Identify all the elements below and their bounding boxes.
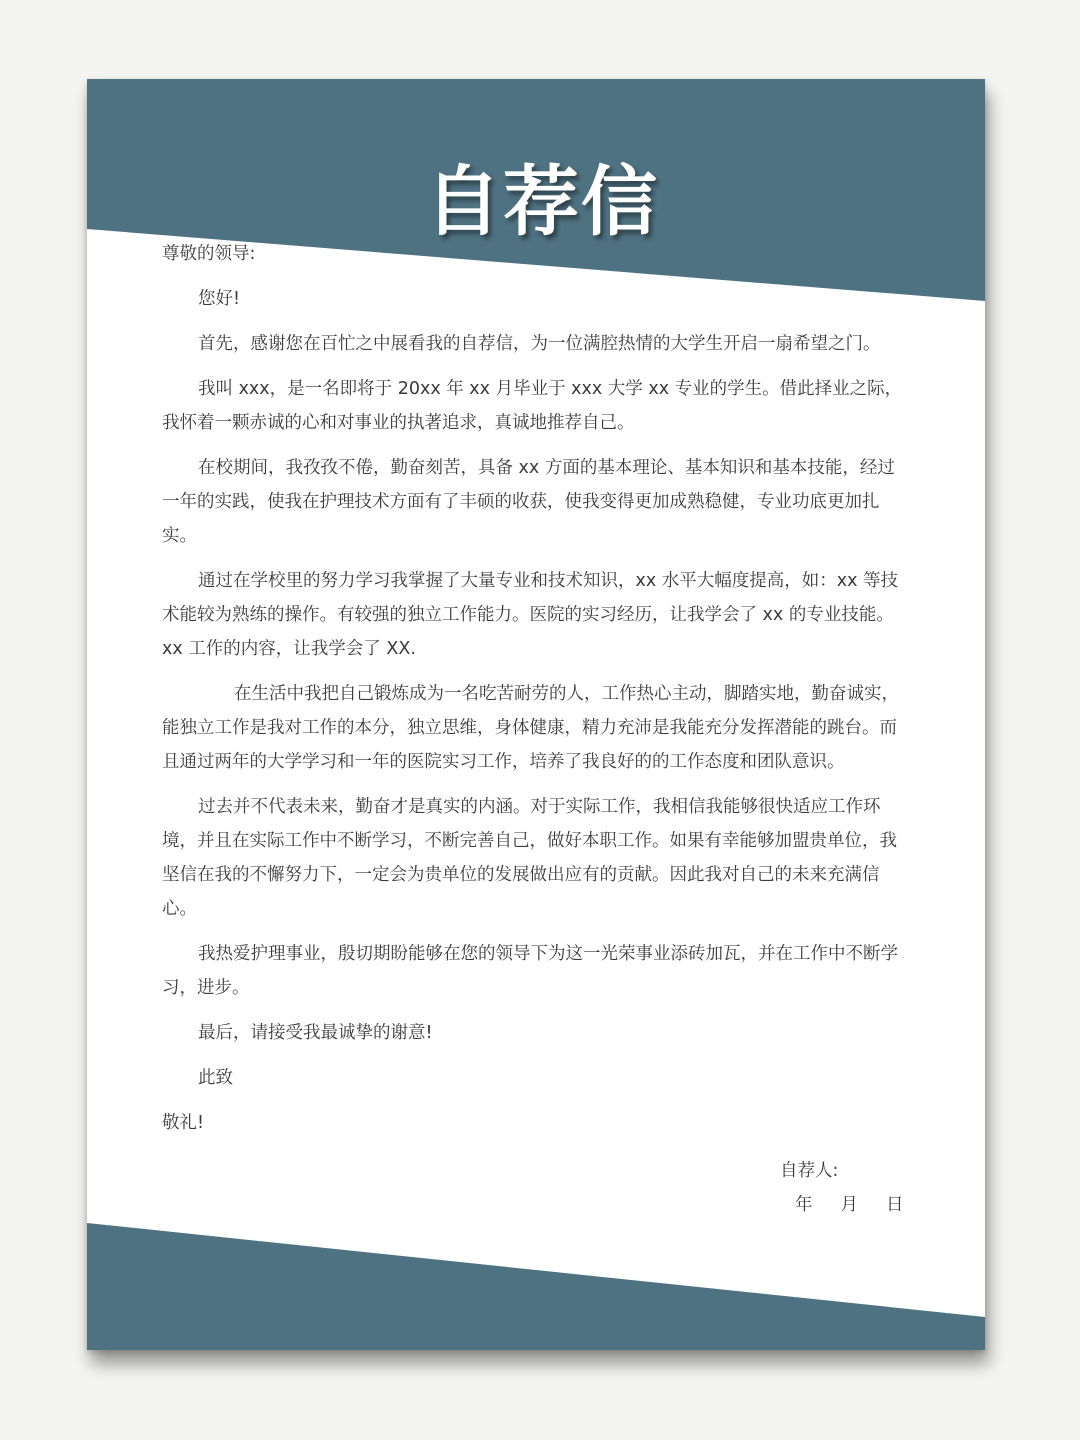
regards: 敬礼! [162, 1113, 205, 1133]
date-month: 月 [840, 1195, 858, 1215]
signature-label: 自荐人: [780, 1161, 839, 1181]
paragraph-4: 通过在学校里的努力学习我掌握了大量专业和技术知识，xx 水平大幅度提高，如：xx 等技术能较为熟练的操作。有较强的独立工作能力。医院的实习经历，让我学会了 xx 的专业技能。xx 工作的内容，让我学会了 XX. [162, 571, 899, 659]
date-day: 日 [886, 1195, 904, 1215]
paragraph-5: 在生活中我把自己锻炼成为一名吃苦耐劳的人，工作热心主动，脚踏实地，勤奋诚实，能独立工作是我对工作的本分，独立思维，身体健康，精力充沛是我能充分发挥潜能的跳台。而且通过两年的大学学习和一年的医院实习工作，培养了我良好的的工作态度和团队意识。 [162, 684, 899, 772]
signature-date [795, 1191, 904, 1216]
paragraph-8: 最后，请接受我最诚挚的谢意! [198, 1023, 433, 1043]
page-title: 自荐信 [425, 157, 659, 246]
bottom-band [87, 1223, 985, 1350]
paragraph-2: 我叫 xxx，是一名即将于 20xx 年 xx 月毕业于 xxx 大学 xx 专业的学生。借此择业之际，我怀着一颗赤诚的心和对事业的执著追求，真诚地推荐自己。 [162, 379, 903, 433]
letter-page [87, 79, 985, 1350]
salutation: 尊敬的领导: [162, 244, 256, 264]
date-year: 年 [795, 1195, 813, 1215]
paragraph-7: 我热爱护理事业，殷切期盼能够在您的领导下为这一光荣事业添砖加瓦，并在工作中不断学习，进步。 [162, 944, 898, 998]
greeting: 您好! [198, 289, 241, 309]
paragraph-6: 过去并不代表未来，勤奋才是真实的内涵。对于实际工作，我相信我能够很快适应工作环境，并且在实际工作中不断学习，不断完善自己，做好本职工作。如果有幸能够加盟贵单位，我坚信在我的不懈努力下，一定会为贵单位的发展做出应有的贡献。因此我对自己的未来充满信心。 [162, 797, 897, 919]
letter-body [162, 237, 912, 1151]
closing: 此致 [198, 1068, 233, 1088]
paragraph-1: 首先，感谢您在百忙之中展看我的自荐信，为一位满腔热情的大学生开启一扇希望之门。 [198, 334, 881, 354]
paragraph-3: 在校期间，我孜孜不倦，勤奋刻苦，具备 xx 方面的基本理论、基本知识和基本技能，经过一年的实践，使我在护理技术方面有了丰硕的收获，使我变得更加成熟稳健，专业功底更加扎实。 [162, 458, 895, 546]
